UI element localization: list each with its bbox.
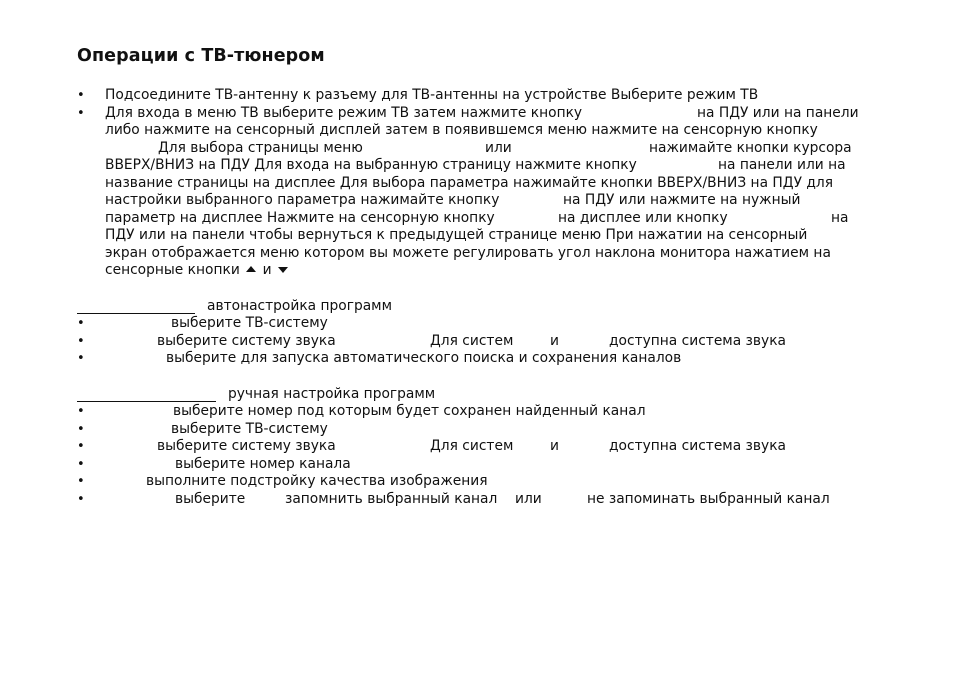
paragraph-line	[105, 261, 290, 279]
paragraph-line: Подсоедините ТВ-антенну к разъему для ТВ-антенны на устройстве Выберите режим ТВ	[105, 87, 759, 103]
paragraph-line: название страницы на дисплее Для выбора параметра нажимайте кнопки ВВЕРХ/ВНИЗ на ПДУ для	[105, 175, 834, 191]
list-item: или	[515, 491, 542, 507]
section-heading: автонастройка программ	[207, 298, 392, 314]
bullet: •	[77, 457, 85, 472]
paragraph-line: ПДУ или на панели чтобы вернуться к предыдущей странице меню При нажатии на сенсорный	[105, 227, 808, 243]
list-item: выберите	[175, 491, 246, 507]
paragraph-text: сенсорные кнопки	[105, 262, 240, 278]
bullet: •	[77, 474, 85, 489]
list-item: и	[550, 333, 559, 349]
list-item: выберите для запуска автоматического поиска и сохранения каналов	[166, 350, 682, 366]
bullet: •	[77, 404, 85, 419]
bullet: •	[77, 492, 85, 507]
bullet: •	[77, 334, 85, 349]
list-item: выберите ТВ-систему	[171, 315, 328, 331]
list-item: выберите ТВ-систему	[171, 421, 328, 437]
paragraph-line: либо нажмите на сенсорный дисплей затем в появившемся меню нажмите на сенсорную кнопку	[105, 122, 818, 138]
bullet: •	[77, 88, 85, 103]
paragraph-line: на ПДУ или нажмите на нужный	[563, 192, 801, 208]
paragraph-line: Для выбора страницы меню	[158, 140, 363, 156]
paragraph-line: экран отображается меню котором вы можете регулировать угол наклона монитора нажатием на	[105, 245, 831, 261]
paragraph-text: и	[262, 262, 272, 278]
paragraph-line: ВВЕРХ/ВНИЗ на ПДУ Для входа на выбранную страницу нажмите кнопку	[105, 157, 637, 173]
page-title: Операции с ТВ-тюнером	[77, 46, 325, 66]
list-item: выберите номер канала	[175, 456, 351, 472]
list-item: выберите систему звука	[157, 438, 336, 454]
paragraph-line: на	[831, 210, 849, 226]
paragraph-line: нажимайте кнопки курсора	[649, 140, 852, 156]
list-item: и	[550, 438, 559, 454]
bullet: •	[77, 439, 85, 454]
bullet: •	[77, 422, 85, 437]
arrow-up-icon	[246, 266, 256, 272]
list-item: Для систем	[430, 333, 514, 349]
arrow-down-icon	[278, 267, 288, 273]
list-item: доступна система звука	[609, 438, 786, 454]
section-heading: ручная настройка программ	[228, 386, 436, 402]
paragraph-line: параметр на дисплее Нажмите на сенсорную кнопку	[105, 210, 495, 226]
paragraph-line: настройки выбранного параметра нажимайте кнопку	[105, 192, 500, 208]
list-item: выполните подстройку качества изображения	[146, 473, 488, 489]
list-item: не запоминать выбранный канал	[587, 491, 830, 507]
brand-logo	[880, 48, 950, 608]
list-item: выберите систему звука	[157, 333, 336, 349]
list-item: Для систем	[430, 438, 514, 454]
bullet: •	[77, 351, 85, 366]
list-item: доступна система звука	[609, 333, 786, 349]
bullet: •	[77, 316, 85, 331]
paragraph-line: Для входа в меню ТВ выберите режим ТВ затем нажмите кнопку	[105, 105, 583, 121]
list-item: запомнить выбранный канал	[285, 491, 498, 507]
list-item: выберите номер под которым будет сохранен найденный канал	[173, 403, 646, 419]
paragraph-line: или	[485, 140, 512, 156]
bullet: •	[77, 106, 85, 121]
paragraph-line: на ПДУ или на панели	[697, 105, 859, 121]
paragraph-line: на дисплее или кнопку	[558, 210, 728, 226]
paragraph-line: на панели или на	[718, 157, 846, 173]
